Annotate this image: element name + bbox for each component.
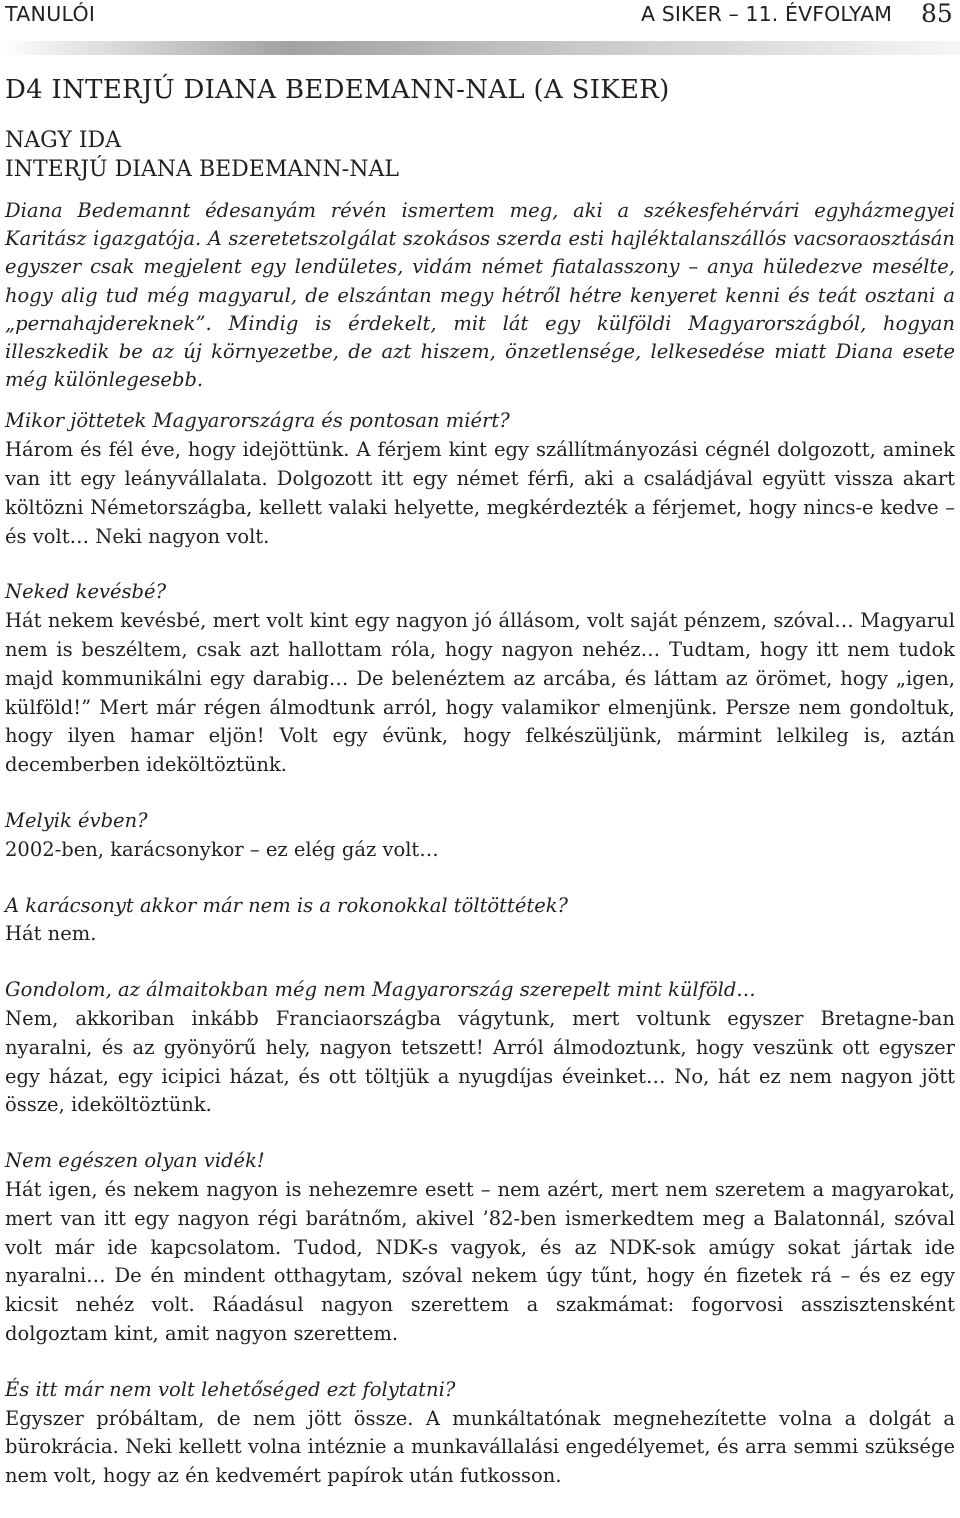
interview-answer: Hát nem. xyxy=(5,922,97,946)
qa-pair xyxy=(5,578,955,780)
qa-pair xyxy=(5,1147,955,1349)
interview-answer: Nem, akkoriban inkább Franciaországba vágytunk, mert voltunk egyszer Bretagne-ban nyaralni, és az gyönyörű hely, nagyon tetszett! Arról álmodoztunk, hogy veszünk ott egyszer egy házat, egy icipici házat, és ott töltjük a nyugdíjas éveinket… No, hát ez nem nagyon jött össze, ideköltöztünk. xyxy=(5,1006,955,1117)
interview-answer: Hát nekem kevésbé, mert volt kint egy nagyon jó állásom, volt saját pénzem, szóval… Magyarul nem is beszéltem, csak azt hallottam róla, hogy nagyon nehéz… Tudtam, hogy itt nem tudok majd kommunikálni egy darabig… De belenéztem az arcába, és láttam az örömet, hogy „igen, külföld!” Mert már régen álmodtunk arról, hogy valamikor elmenjünk. Persze nem gondoltuk, hogy ilyen hamar eljön! Volt egy évünk, hogy felkészüljünk, mármint lelkileg is, aztán decemberben ideköltöztünk. xyxy=(5,609,955,777)
interview-question: Gondolom, az álmaitokban még nem Magyarország szerepelt mint külföld… xyxy=(5,978,756,1002)
article-title: D4 INTERJÚ DIANA BEDEMANN-NAL (A SIKER) xyxy=(5,75,670,105)
interview-question: Mikor jöttetek Magyarországra és pontosan miért? xyxy=(5,409,510,433)
qa-pair xyxy=(5,807,955,865)
page-header xyxy=(0,0,960,30)
article xyxy=(5,70,955,1518)
qa-pair xyxy=(5,407,955,551)
qa-pair xyxy=(5,1376,955,1491)
page-number: 85 xyxy=(921,0,953,28)
interview-question: És itt már nem volt lehetőséged ezt folytatni? xyxy=(5,1377,456,1401)
interview-question: Nem egészen olyan vidék! xyxy=(5,1149,265,1173)
article-byline xyxy=(5,126,955,184)
interview-answer: 2002-ben, karácsonykor – ez elég gáz volt… xyxy=(5,837,439,861)
header-section-label: TANULÓI xyxy=(5,2,96,26)
qa-pair xyxy=(5,976,955,1120)
header-subject-label: A SIKER – 11. ÉVFOLYAM xyxy=(641,2,893,26)
article-author: NAGY IDA xyxy=(5,128,122,153)
article-subtitle: INTERJÚ DIANA BEDEMANN-NAL xyxy=(5,157,399,182)
interview-answer: Hát igen, és nekem nagyon is nehezemre esett – nem azért, mert nem szeretem a magyarokat, mert van itt egy nagyon régi barátnőm, akivel ’82-ben ismerkedtem meg a Balatonnál, szóval volt már ide kapcsolatom. Tudod, NDK-s vagyok, és az NDK-sok amúgy sokat jártak ide nyaralni… De én mindent otthagytam, szóval nekem úgy tűnt, hogy én fizetek rá – és ez egy kicsit nehéz volt. Ráadásul nagyon szerettem a szakmámat: fogorvosi asszisztensként dolgoztam kint, amit nagyon szerettem. xyxy=(5,1177,955,1345)
header-divider xyxy=(0,41,960,55)
article-intro: Diana Bedemannt édesanyám révén ismertem meg, aki a székesfehérvári egyházmegyei Karitász igazgatója. A szeretetszolgálat szokásos szerda esti hajléktalanszállós vacsoraosztásán egyszer csak megjelent egy lendületes, vidám német fiatalasszony – anya hüledezve mesélte, hogy alig tud még magyarul, de elszántan megy hétről hétre kenyeret kenni és teát osztani a „pernahajdereknek”. Mindig is érdekelt, mit lát egy külföldi Magyarországból, hogyan illeszkedik be az új környezetbe, de azt hiszem, önzetlensége, lelkesedése miatt Diana esete még különlegesebb. xyxy=(5,199,955,392)
interview-question: A karácsonyt akkor már nem is a rokonokkal töltöttétek? xyxy=(5,893,569,917)
interview-answer: Három és fél éve, hogy idejöttünk. A férjem kint egy szállítmányozási cégnél dolgozott, aminek van itt egy leányvállalata. Dolgozott itt egy német férfi, aki a családjával együtt vissza akart költözni Németországba, kellett valaki helyette, megkérdezték a férjemet, hogy nincs-e kedve – és volt… Neki nagyon volt. xyxy=(5,438,955,548)
interview-question: Melyik évben? xyxy=(5,808,148,832)
qa-pair xyxy=(5,892,955,950)
interview-answer: Egyszer próbáltam, de nem jött össze. A munkáltatónak megnehezítette volna a dolgát a bürokrácia. Neki kellett volna intéznie a munkavállalási engedélyemet, és arra semmi szüksége nem volt, hogy az én kedvemért papírok után futkosson. xyxy=(5,1406,955,1488)
interview-question: Neked kevésbé? xyxy=(5,580,167,604)
